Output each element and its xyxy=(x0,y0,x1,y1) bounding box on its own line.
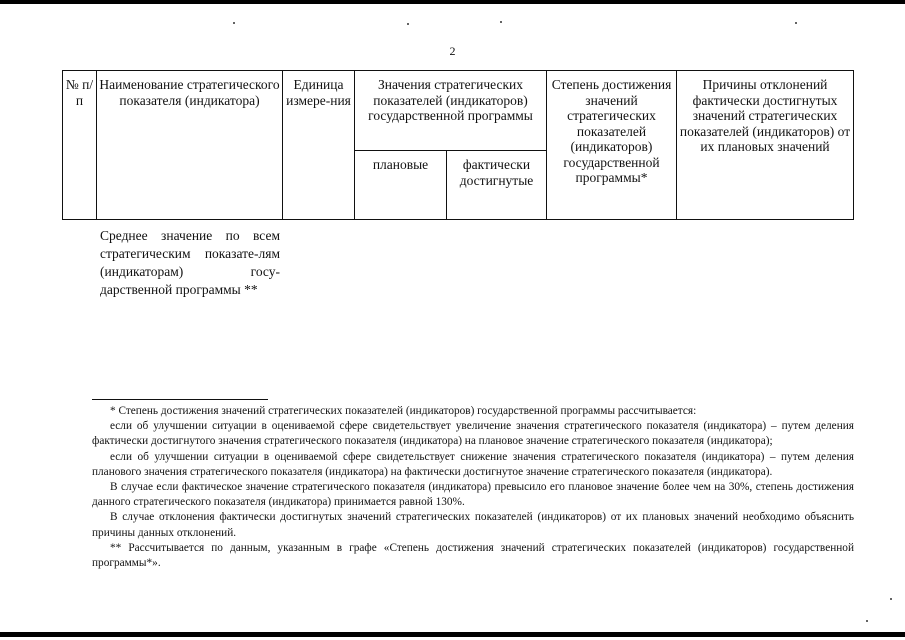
scan-bottom-border xyxy=(0,632,905,637)
header-degree: Степень достижения значений стратегических показателей (индикаторов) государственной программы* xyxy=(547,71,677,220)
scan-speck xyxy=(407,23,409,25)
header-values: Значения стратегических показателей (индикаторов) государственной программы xyxy=(355,71,547,151)
average-value-label: Среднее значение по всем стратегическим показате-лям (индикаторам) госу-дарственной программы ** xyxy=(100,228,280,297)
header-unit: Единица измере-ния xyxy=(283,71,355,220)
footnote-explain-deviation: В случае отклонения фактически достигнутых значений стратегических показателей (индикаторов) от их плановых значений необходимо объяснить причины данных отклонений. xyxy=(92,511,854,539)
footnote-decrease-case: если об улучшении ситуации в оцениваемой сфере свидетельствует снижение значения стратегического показателя (индикатора) – путем деления планового значения стратегического показателя (индикатора) на фактически достигнутое значение стратегического показателя (индикатора). xyxy=(92,450,854,478)
footnote-divider xyxy=(92,399,268,400)
scan-top-border xyxy=(0,0,905,4)
header-indicator-name: Наименование стратегического показателя (индикатора) xyxy=(97,71,283,220)
header-number: № п/п xyxy=(63,71,97,220)
scan-speck xyxy=(866,620,868,622)
footnote-increase-case: если об улучшении ситуации в оцениваемой сфере свидетельствует увеличение значения стратегического показателя (индикатора) – путем деления фактически достигнутого значения стратегического показателя (индикатора) на плановое значение стратегического показателя (индикатора); xyxy=(92,420,854,448)
scan-speck xyxy=(233,22,235,24)
footnotes xyxy=(92,404,854,571)
scan-speck xyxy=(890,598,892,600)
footnote-double-star: ** Рассчитывается по данным, указанным в графе «Степень достижения значений стратегических показателей (индикаторов) государственной программы*». xyxy=(92,541,854,570)
header-planned: плановые xyxy=(355,151,447,220)
footnote-cap-130: В случае если фактическое значение стратегического показателя (индикатора) превысило его плановое значение более чем на 30%, степень достижения данного стратегического показателя (индикатора) принимается равной 130%. xyxy=(92,481,854,509)
scan-speck xyxy=(795,22,797,24)
table-header-row xyxy=(63,71,854,151)
indicators-table xyxy=(62,70,854,220)
header-actual: фактически достигнутые xyxy=(447,151,547,220)
header-reasons: Причины отклонений фактически достигнутых значений стратегических показателей (индикаторов) от их плановых значений xyxy=(677,71,854,220)
page-number: 2 xyxy=(449,44,456,58)
scan-speck xyxy=(500,21,502,23)
footnote-star: * Степень достижения значений стратегических показателей (индикаторов) государственной программы рассчитывается: xyxy=(110,405,697,417)
